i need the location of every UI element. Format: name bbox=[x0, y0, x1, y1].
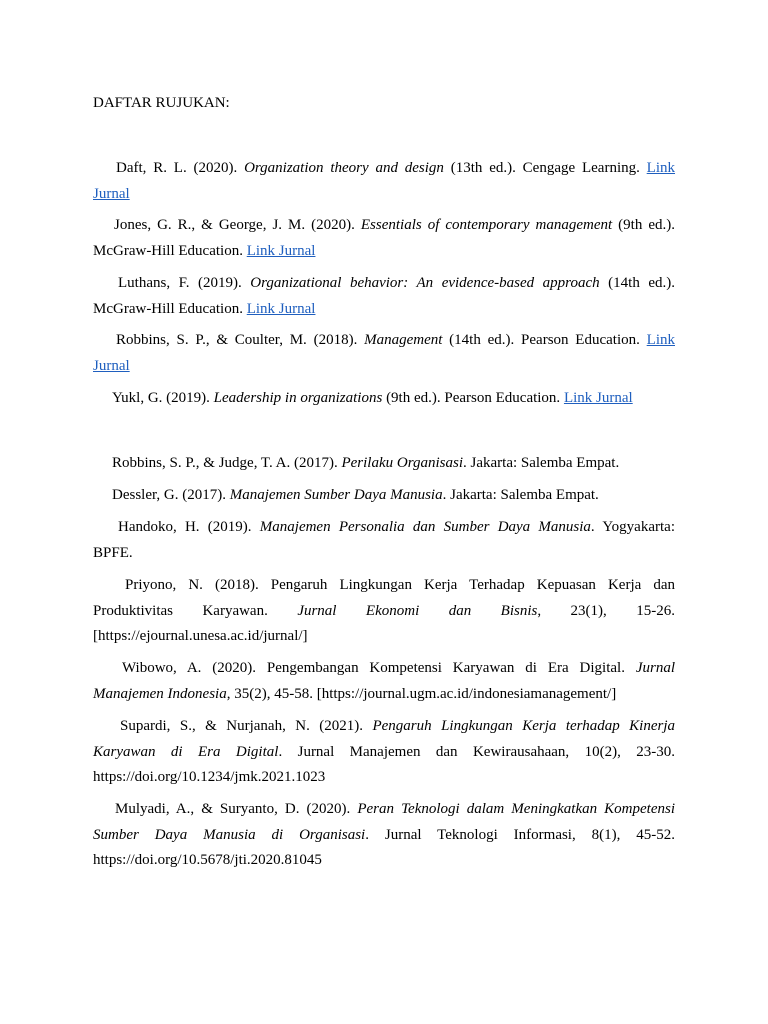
reference-item: Dessler, G. (2017). Manajemen Sumber Daya Manusia. Jakarta: Salemba Empat. bbox=[112, 487, 599, 503]
link-jurnal[interactable]: Link Jurnal bbox=[93, 332, 675, 374]
reference-title: Leadership in organizations bbox=[213, 390, 383, 406]
page-title: DAFTAR RUJUKAN: bbox=[93, 95, 230, 111]
reference-item: Handoko, H. (2019). Manajemen Personalia dan Sumber Daya Manusia. Yogyakarta: BPFE. bbox=[93, 519, 675, 561]
link-jurnal[interactable]: Link Jurnal bbox=[93, 160, 676, 202]
reference-title: Organizational behavior: An evidence-based approach bbox=[250, 275, 600, 291]
link-jurnal[interactable]: Link Jurnal bbox=[246, 242, 316, 259]
reference-item: Yukl, G. (2019). Leadership in organizations (9th ed.). Pearson Education. Link Jurnal bbox=[112, 390, 633, 406]
reference-title: Jurnal Ekonomi dan Bisnis bbox=[297, 602, 538, 619]
reference-item: Daft, R. L. (2020). Organization theory and design (13th ed.). Cengage Learning. Link Jurnal bbox=[93, 160, 676, 202]
reference-item: Priyono, N. (2018). Pengaruh Lingkungan Kerja Terhadap Kepuasan Kerja dan Produktivitas Karyawan. Jurnal Ekonomi dan Bisnis, 23(1), 15-26. [https://ejournal.unesa.ac.id/jurnal/] bbox=[93, 577, 675, 644]
reference-item: Wibowo, A. (2020). Pengembangan Kompetensi Karyawan di Era Digital. Jurnal Manajemen Indonesia, 35(2), 45-58. [https://journal.ugm.ac.id/indonesiamanagement/] bbox=[93, 660, 675, 702]
reference-title: Essentials of contemporary management bbox=[360, 217, 613, 233]
reference-title: Organization theory and design bbox=[244, 160, 444, 176]
reference-item: Robbins, S. P., & Coulter, M. (2018). Management (14th ed.). Pearson Education. Link Jurnal bbox=[93, 332, 675, 374]
link-jurnal[interactable]: Link Jurnal bbox=[246, 300, 316, 317]
reference-title: Pengaruh Lingkungan Kerja terhadap Kinerja Karyawan di Era Digital bbox=[93, 718, 675, 760]
reference-title: Management bbox=[364, 332, 443, 348]
reference-title: Manajemen Sumber Daya Manusia bbox=[229, 487, 443, 503]
reference-item: Mulyadi, A., & Suryanto, D. (2020). Peran Teknologi dalam Meningkatkan Kompetensi Sumber Daya Manusia di Organisasi. Jurnal Teknologi Informasi, 8(1), 45-52. https://doi.org/10.5678/jti.2020.81045 bbox=[93, 801, 676, 868]
link-jurnal[interactable]: Link Jurnal bbox=[563, 390, 633, 406]
reference-title: Peran Teknologi dalam Meningkatkan Kompetensi Sumber Daya Manusia di Organisasi bbox=[93, 801, 675, 843]
reference-title: Jurnal Manajemen Indonesia bbox=[93, 660, 675, 702]
reference-title: Manajemen Personalia dan Sumber Daya Manusia bbox=[259, 519, 591, 535]
reference-item: Jones, G. R., & George, J. M. (2020). Essentials of contemporary management (9th ed.). McGraw-Hill Education. Link Jurnal bbox=[93, 217, 675, 259]
reference-title: Perilaku Organisasi bbox=[341, 455, 463, 471]
reference-item: Luthans, F. (2019). Organizational behavior: An evidence-based approach (14th ed.). McGraw-Hill Education. Link Jurnal bbox=[93, 275, 675, 317]
reference-item: Supardi, S., & Nurjanah, N. (2021). Pengaruh Lingkungan Kerja terhadap Kinerja Karyawan di Era Digital. Jurnal Manajemen dan Kewirausahaan, 10(2), 23-30. https://doi.org/10.1234/jmk.2021.1023 bbox=[93, 718, 675, 785]
reference-item: Robbins, S. P., & Judge, T. A. (2017). Perilaku Organisasi. Jakarta: Salemba Empat. bbox=[112, 455, 620, 471]
